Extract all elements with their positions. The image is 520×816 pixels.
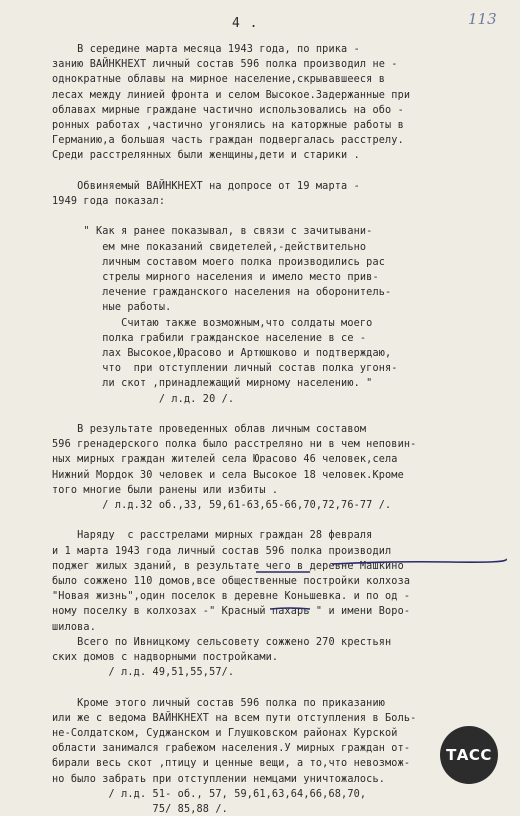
- text-line: лесах между линией фронта и селом Высокое.Задержанные при: [52, 89, 411, 101]
- text-line: Всего по Ивницкому сельсовету сожжено 270 крестьян: [52, 636, 392, 648]
- text-line: не-Солдатском, Суджанском и Глушковском районах Курской: [52, 728, 398, 739]
- text-line: или же с ведома ВАЙНКНЕХТ на всем пути отступления в Боль-: [52, 712, 417, 724]
- text-line: ному поселку в колхозах -" Красный пахарь " и имени Воро-: [52, 606, 411, 618]
- text-line: Считаю также возможным,что солдаты моего: [52, 317, 373, 329]
- text-line: полка грабили гражданское население в се -: [52, 332, 367, 344]
- text-line: ные работы.: [52, 302, 172, 314]
- text-line: 596 гренадерского полка было расстреляно ни в чем неповин-: [52, 439, 417, 451]
- pen-underline-mark-2: [254, 567, 314, 577]
- text-line: что при отступлении личный состав полка угоня-: [52, 363, 398, 375]
- text-line: Среди расстрелянных были женщины,дети и старики .: [52, 150, 360, 162]
- text-line: " Как я ранее показывал, в связи с зачитывани-: [52, 226, 373, 238]
- text-line: / л.д. 20 /.: [52, 393, 235, 405]
- text-line: облавах мирные граждане частично использовались на обо -: [52, 104, 404, 116]
- text-line: лах Высокое,Юрасово и Артюшково и подтверждаю,: [52, 348, 392, 359]
- text-line: личным составом моего полка производились рас: [52, 256, 386, 268]
- text-line: области занимался грабежом населения.У мирных граждан от-: [52, 743, 411, 755]
- text-line: шилова.: [52, 621, 96, 633]
- tass-watermark-logo: ТАСС: [440, 726, 498, 784]
- text-line: поджег жилых зданий, в результате чего в деревне Машкино: [52, 560, 404, 572]
- text-line: / л.д. 49,51,55,57/.: [52, 667, 235, 679]
- text-line: Наряду с расстрелами мирных граждан 28 февраля: [52, 530, 373, 542]
- text-line: Нижний Мордок 30 человек и села Высокое 18 человек.Кроме: [52, 469, 404, 481]
- pen-underline-mark: [330, 552, 510, 572]
- text-line: однократные облавы на мирное население,скрывавшееся в: [52, 74, 386, 86]
- pen-underline-mark-3: [268, 605, 312, 613]
- text-line: ли скот ,принадлежащий мирному населению. ": [52, 378, 373, 390]
- text-line: лечение гражданского населения на оборонитель-: [52, 287, 392, 299]
- text-line: ских домов с надворными постройками.: [52, 652, 279, 663]
- text-line: и 1 марта 1943 года личный состав 596 полка производил: [52, 545, 392, 557]
- text-line: занию ВАЙНКНЕХТ личный состав 596 полка производил не -: [52, 59, 398, 71]
- page-number: 4 .: [232, 16, 259, 31]
- text-line: 75/ 85,88 /.: [52, 804, 228, 815]
- text-line: В результате проведенных облав личным составом: [52, 424, 367, 435]
- text-line: "Новая жизнь",один поселок в деревне Коньшевка. и по од -: [52, 591, 411, 603]
- text-line: бирали весь скот ,птицу и ценные вещи, а то,что невозмож-: [52, 758, 411, 770]
- text-line: Кроме этого личный состав 596 полка по приказанию: [52, 697, 386, 709]
- text-line: ных мирных граждан жителей села Юрасово 46 человек,села: [52, 454, 398, 466]
- handwritten-page-number: 113: [468, 10, 497, 28]
- text-line: ем мне показаний свидетелей,-действительно: [52, 241, 367, 253]
- text-line: было сожжено 110 домов,все общественные постройки колхоза: [52, 576, 411, 587]
- text-line: того многие были ранены или избиты .: [52, 484, 279, 496]
- text-line: / л.д.32 об.,33, 59,61-63,65-66,70,72,76-77 /.: [52, 500, 392, 511]
- text-line: Германию,а большая часть граждан подвергалась расстрелу.: [52, 135, 404, 147]
- text-line: / л.д. 51- об., 57, 59,61,63,64,66,68,70,: [52, 788, 367, 800]
- text-line: Обвиняемый ВАЙНКНЕХТ на допросе от 19 марта -: [52, 180, 360, 192]
- text-line: стрелы мирного населения и имело место прив-: [52, 272, 379, 283]
- text-line: В середине марта месяца 1943 года, по прика -: [52, 44, 360, 55]
- text-line: но было забрать при отступлении немцами уничтожалось.: [52, 773, 386, 785]
- text-line: ронных работах ,частично угонялись на каторжные работы в: [52, 120, 404, 131]
- text-line: 1949 года показал:: [52, 196, 166, 207]
